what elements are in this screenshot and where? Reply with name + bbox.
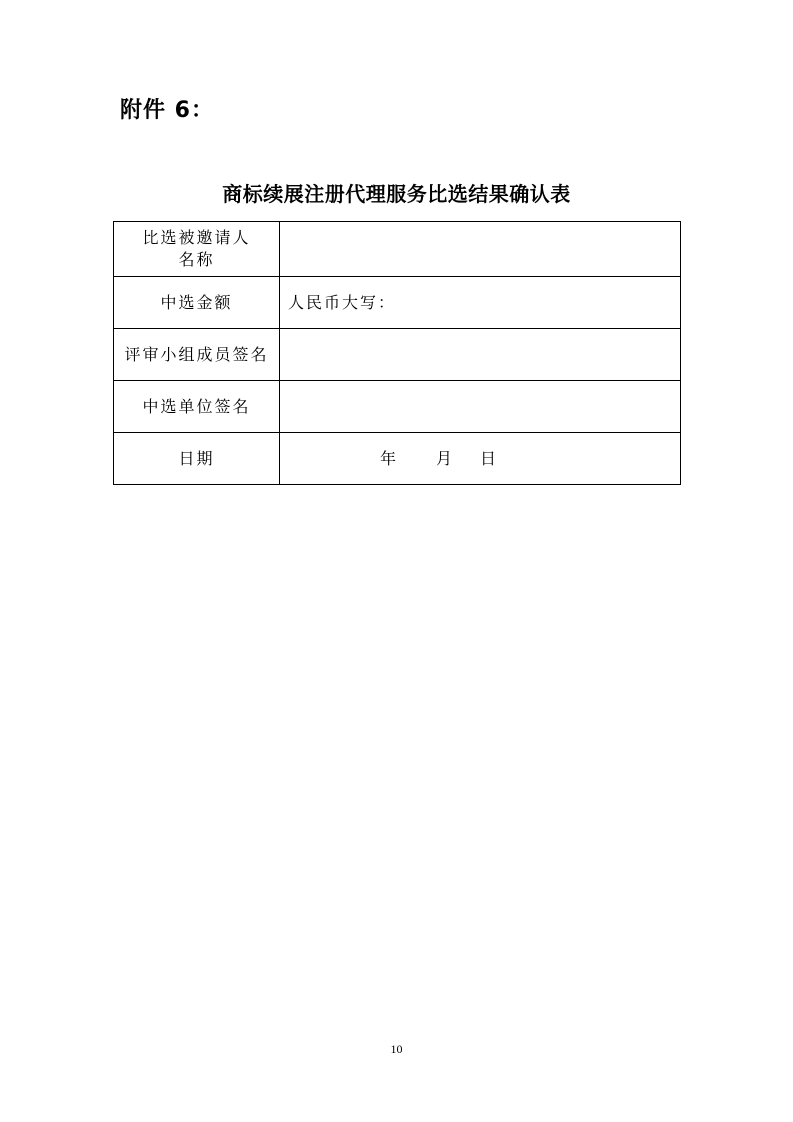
attachment-label: 附件 6： [120,98,214,123]
invitee-name-label-line2: 名称 [178,250,215,269]
page-number: 10 [390,1042,403,1056]
date-year-label: 年 [380,448,399,468]
invitee-name-label-line1: 比选被邀请人 [142,228,251,247]
date-parts [288,448,680,470]
winning-unit-signature-label: 中选单位签名 [114,381,280,433]
date-day-label: 日 [480,448,499,468]
document-title: 商标续展注册代理服务比选结果确认表 [222,182,571,206]
table-row [114,433,681,485]
winning-amount-field[interactable]: 人民币大写： [280,277,681,329]
table-row [114,222,681,277]
date-month-label: 月 [436,448,455,468]
date-label: 日期 [114,433,280,485]
invitee-name-field[interactable] [280,222,681,277]
invitee-name-label [114,222,280,277]
review-panel-signature-label: 评审小组成员签名 [114,329,280,381]
table-row [114,277,681,329]
review-panel-signature-field[interactable] [280,329,681,381]
winning-amount-label: 中选金额 [114,277,280,329]
table-row [114,329,681,381]
date-field[interactable] [280,433,681,485]
confirmation-table [113,221,681,485]
table-row [114,381,681,433]
winning-unit-signature-field[interactable] [280,381,681,433]
